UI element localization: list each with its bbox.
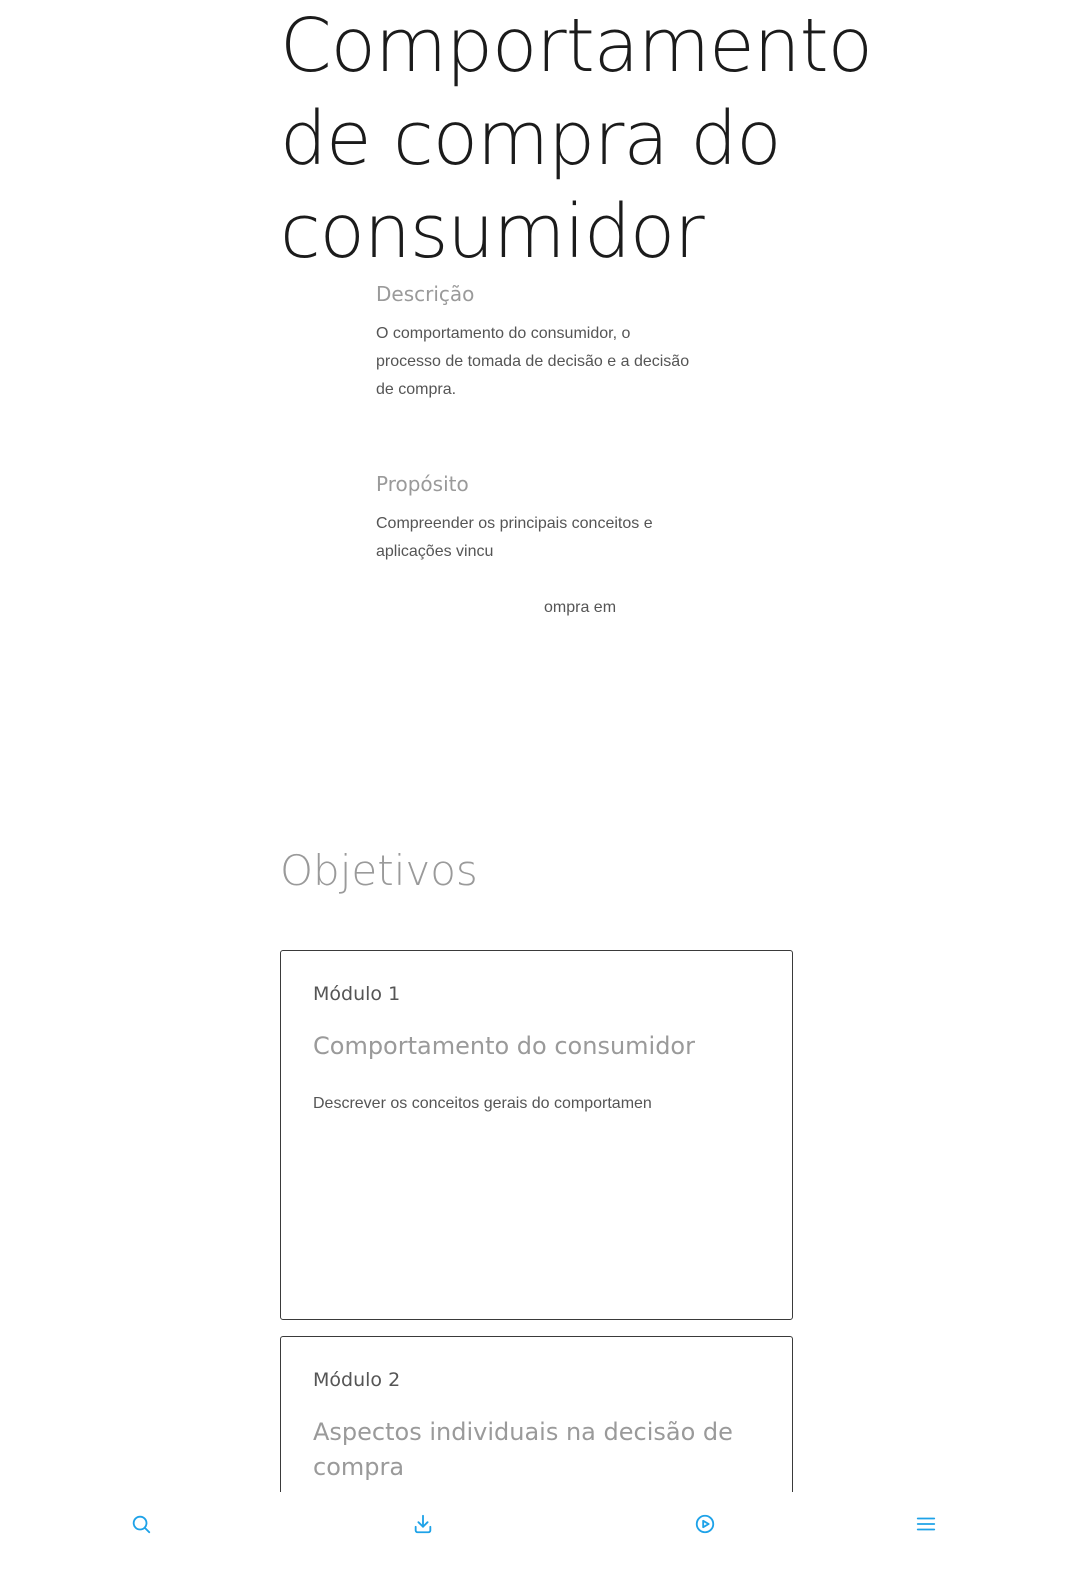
objectives-title: Objetivos	[280, 846, 478, 895]
bottom-navigation-bar	[0, 1492, 1078, 1572]
menu-icon	[915, 1513, 937, 1535]
module-description: Descrever os conceitos gerais do comportamen	[313, 1095, 652, 1112]
page-title-line-3: consumidor	[280, 189, 704, 275]
download-icon	[412, 1513, 434, 1535]
search-button[interactable]	[121, 1504, 161, 1544]
module-title: Aspectos individuais na decisão de compra	[313, 1418, 733, 1481]
page-title-line-2: de compra do	[280, 96, 781, 182]
download-button[interactable]	[403, 1504, 443, 1544]
purpose-text: Compreender os principais conceitos e aplicações vincu	[376, 515, 653, 560]
purpose-heading: Propósito	[376, 472, 469, 496]
module-card-1[interactable]	[280, 950, 793, 1320]
description-text: O comportamento do consumidor, o processo de tomada de decisão e a decisão de compra.	[376, 325, 690, 398]
module-title: Comportamento do consumidor	[313, 1032, 695, 1060]
page-title-line-1: Comportamento	[280, 3, 872, 89]
module-label: Módulo 1	[313, 983, 401, 1005]
page-title	[280, 0, 900, 275]
play-button[interactable]	[685, 1504, 725, 1544]
menu-button[interactable]	[906, 1504, 946, 1544]
description-heading: Descrição	[376, 282, 475, 306]
purpose-text-fragment: ompra em	[544, 599, 617, 616]
module-label: Módulo 2	[313, 1369, 401, 1391]
search-icon	[130, 1513, 152, 1535]
play-circle-icon	[694, 1513, 716, 1535]
